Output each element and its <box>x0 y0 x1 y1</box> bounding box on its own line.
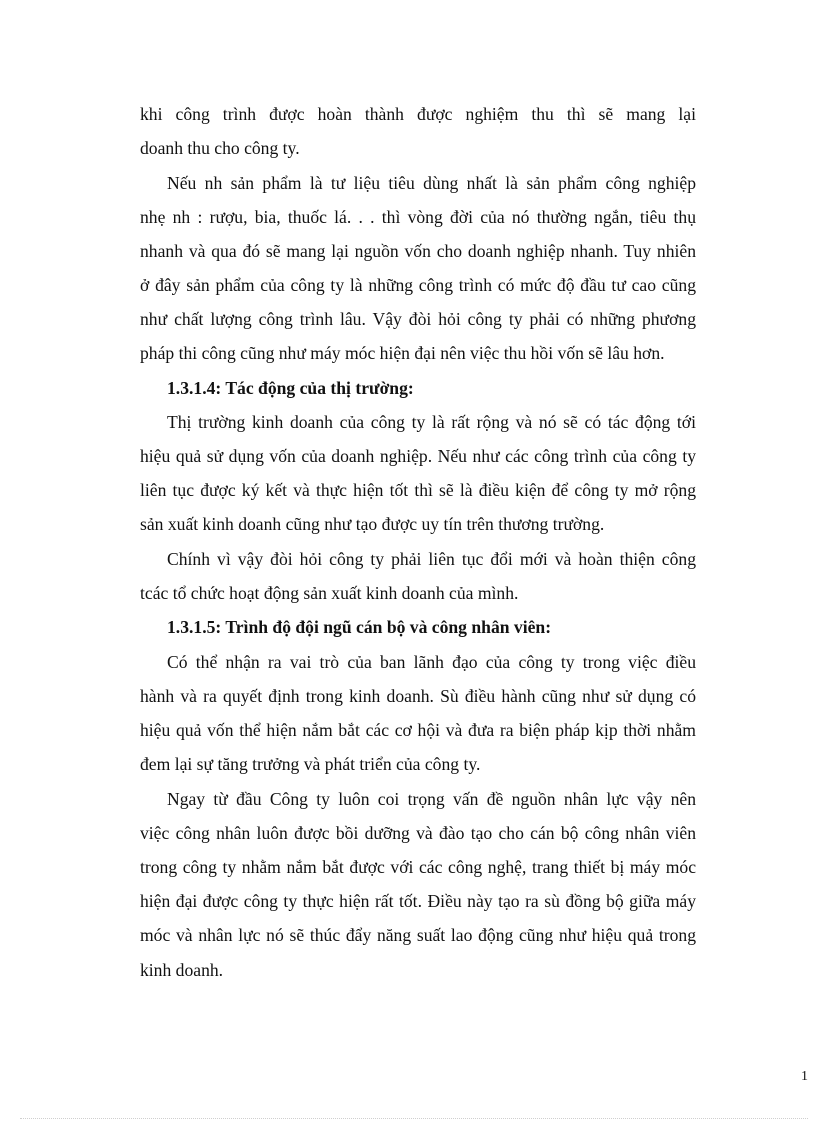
paragraph-line: Chính vì vậy đòi hỏi công ty phải liên tục đổi mới và hoàn thiện công <box>167 549 696 569</box>
paragraph-line: ở đây sản phẩm của công ty là những công trình có mức độ đầu tư cao cũng <box>140 275 696 295</box>
paragraph-line: khi công trình được hoàn thành được nghiệm thu thì sẽ mang lại <box>140 104 696 124</box>
paragraph-line: trong công ty nhằm nắm bắt được với các công nghệ, trang thiết bị máy móc <box>140 857 696 877</box>
paragraph-line: nhanh và qua đó sẽ mang lại nguồn vốn cho doanh nghiệp nhanh. Tuy nhiên <box>140 241 696 261</box>
section-heading: 1.3.1.4: Tác động của thị trường: <box>167 378 414 398</box>
paragraph-line: Ngay từ đầu Công ty luôn coi trọng vấn đề nguồn nhân lực vậy nên <box>167 789 696 809</box>
paragraph-line: doanh thu cho công ty. <box>140 138 300 158</box>
paragraph-line: việc công nhân luôn được bồi dưỡng và đào tạo cho cán bộ công nhân viên <box>140 823 696 843</box>
paragraph-line: sản xuất kinh doanh cũng như tạo được uy tín trên thương trường. <box>140 514 605 534</box>
paragraph-line: như chất lượng công trình lâu. Vậy đòi hỏi công ty phải có những phương <box>140 309 696 329</box>
paragraph-line: hiện đại được công ty thực hiện rất tốt. Điều này tạo ra sù đồng bộ giữa máy <box>140 891 696 911</box>
paragraph-line: liên tục được ký kết và thực hiện tốt thì sẽ là điều kiện để công ty mở rộng <box>140 480 696 500</box>
paragraph-line: hiệu quả sử dụng vốn của doanh nghiệp. Nếu như các công trình của công ty <box>140 446 696 466</box>
paragraph-line: Thị trường kinh doanh của công ty là rất rộng và nó sẽ có tác động tới <box>167 412 696 432</box>
paragraph-line: đem lại sự tăng trưởng và phát triển của công ty. <box>140 754 481 774</box>
paragraph-line: Có thể nhận ra vai trò của ban lãnh đạo của công ty trong việc điều <box>167 652 696 672</box>
paragraph-line: nhẹ nh : rượu, bia, thuốc lá. . . thì vòng đời của nó thường ngắn, tiêu thụ <box>140 207 696 227</box>
footer-divider <box>20 1118 808 1119</box>
section-heading: 1.3.1.5: Trình độ đội ngũ cán bộ và công nhân viên: <box>167 617 552 637</box>
paragraph-line: Nếu nh sản phẩm là tư liệu tiêu dùng nhất là sản phẩm công nghiệp <box>167 173 696 193</box>
page-number: 1 <box>801 1069 808 1084</box>
paragraph-line: hiệu quả vốn thể hiện nắm bắt các cơ hội và đưa ra biện pháp kịp thời nhằm <box>140 720 696 740</box>
paragraph-line: móc và nhân lực nó sẽ thúc đẩy năng suất lao động cũng như hiệu quả trong <box>140 925 696 945</box>
paragraph-line: tcác tổ chức hoạt động sản xuất kinh doanh của mình. <box>140 583 519 603</box>
paragraph-line: hành và ra quyết định trong kinh doanh. Sù điều hành cũng như sử dụng có <box>140 686 696 706</box>
paragraph-line: kinh doanh. <box>140 960 224 980</box>
paragraph-line: pháp thi công cũng như máy móc hiện đại nên việc thu hồi vốn sẽ lâu hơn. <box>140 343 665 363</box>
